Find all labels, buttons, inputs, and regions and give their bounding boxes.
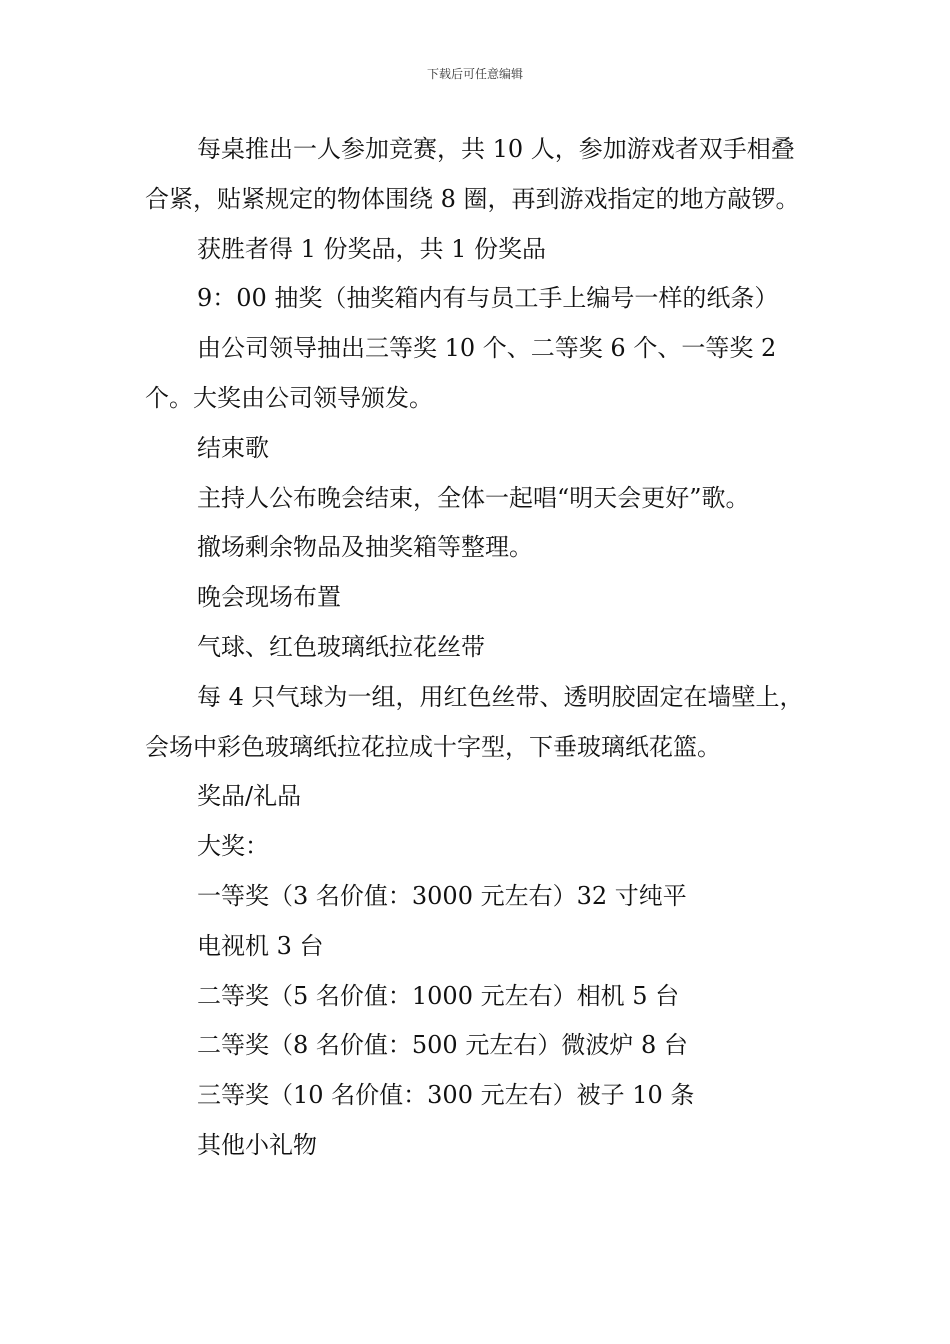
paragraph-cleanup: 撤场剩余物品及抽奖箱等整理。: [197, 533, 533, 562]
paragraph-lottery-draw: 由公司领导抽出三等奖 10 个、二等奖 6 个、一等奖 2 个。大奖由公司领导颁发。: [145, 334, 777, 412]
paragraph-winner-prize: 获胜者得 1 份奖品，共 1 份奖品: [197, 234, 547, 263]
paragraph-closing-announcement: 主持人公布晚会结束，全体一起唱“明天会更好”歌。: [197, 483, 750, 512]
paragraph-game-rules: 每桌推出一人参加竞赛，共 10 人，参加游戏者双手相叠合紧，贴紧规定的物体围绕 8 圈，再到游戏指定的地方敲锣。: [145, 135, 800, 213]
section-heading-closing-song: 结束歌: [197, 433, 269, 462]
prize-first-line-2: 电视机 3 台: [197, 931, 324, 960]
prize-second-microwave: 二等奖（8 名价值：500 元左右）微波炉 8 台: [197, 1031, 688, 1060]
page-header: 下载后可任意编辑: [426, 67, 523, 81]
paragraph-lottery-time: 9：00 抽奖（抽奖箱内有与员工手上编号一样的纸条）: [197, 284, 779, 313]
prize-other-gifts: 其他小礼物: [197, 1130, 317, 1159]
paragraph-decoration-items: 气球、红色玻璃纸拉花丝带: [197, 632, 485, 661]
document-body: [145, 125, 815, 1171]
section-heading-prizes: 奖品/礼品: [197, 782, 302, 811]
prize-first-line-1: 一等奖（3 名价值：3000 元左右）32 寸纯平: [197, 881, 687, 910]
prize-category-grand: 大奖：: [197, 832, 269, 861]
prize-second-camera: 二等奖（5 名价值：1000 元左右）相机 5 台: [197, 981, 680, 1010]
paragraph-decoration-details: 每 4 只气球为一组，用红色丝带、透明胶固定在墙壁上，会场中彩色玻璃纸拉花拉成十字型，下垂玻璃纸花篮。: [145, 682, 804, 761]
prize-third-quilt: 三等奖（10 名价值：300 元左右）被子 10 条: [197, 1081, 695, 1110]
section-heading-venue-setup: 晚会现场布置: [197, 583, 341, 612]
